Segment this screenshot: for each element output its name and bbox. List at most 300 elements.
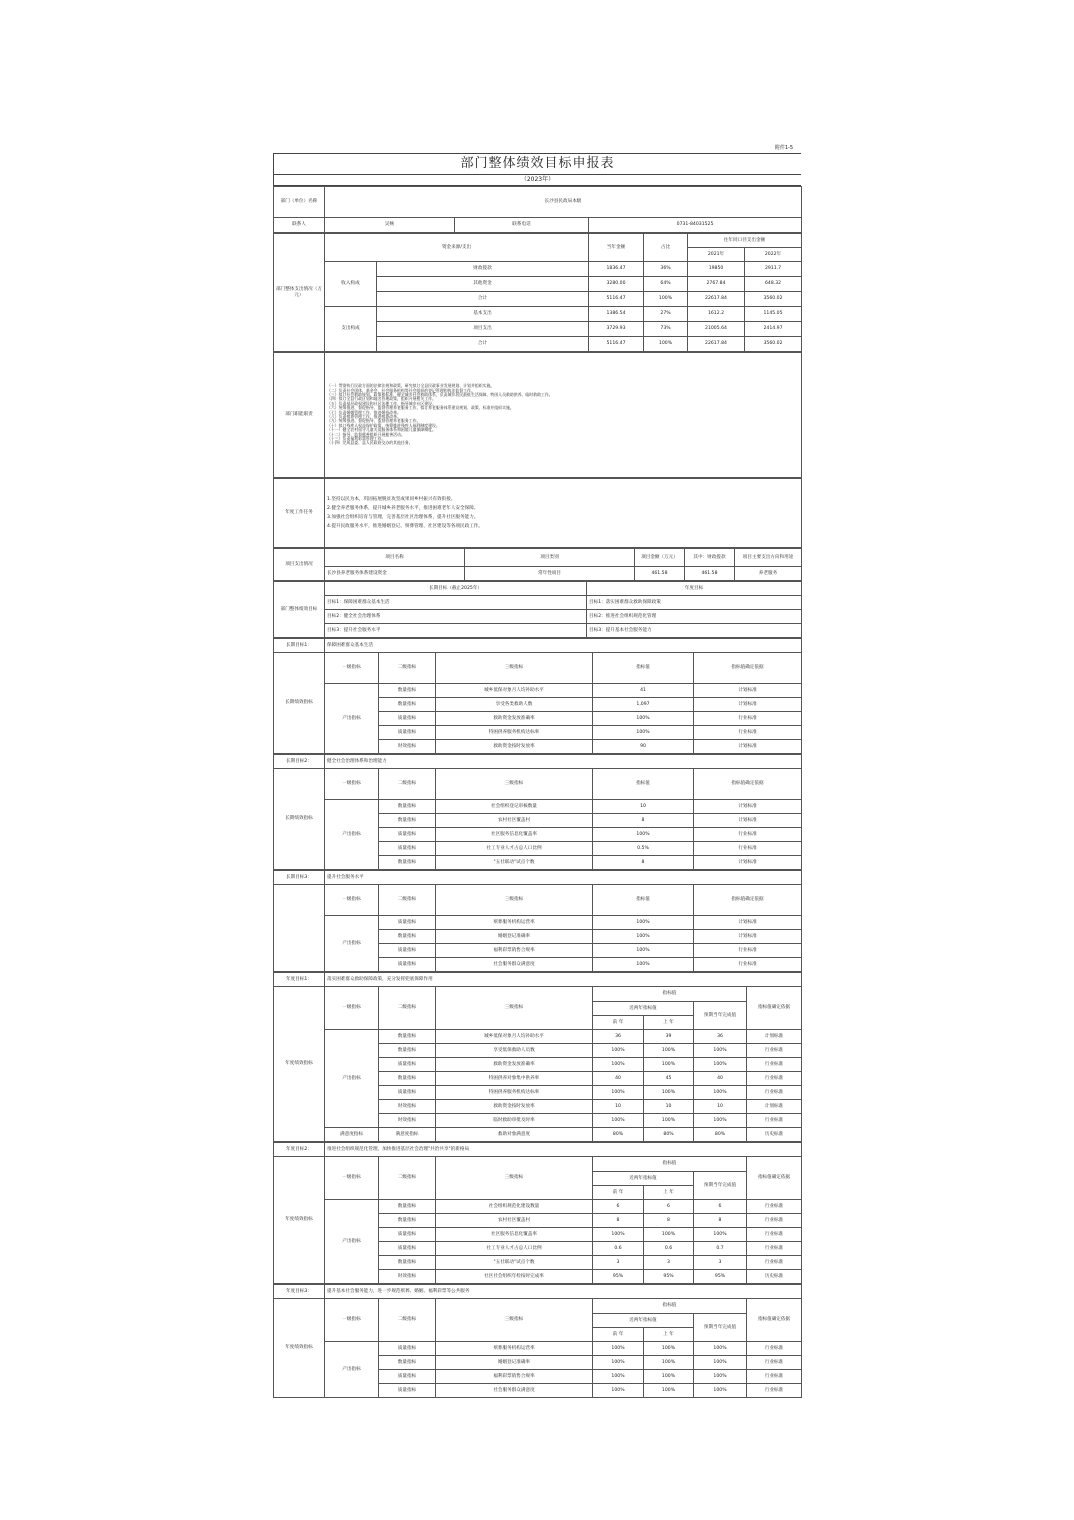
indicator-cell: 行业标准 xyxy=(747,1114,802,1128)
indicator-cell: 3 xyxy=(694,1256,747,1270)
indicator-cell: 0.6 xyxy=(593,1242,644,1256)
indicator-cell: 36 xyxy=(694,1030,747,1044)
year-indicator-table xyxy=(273,1142,802,1284)
indicator-cell: 80% xyxy=(694,1128,747,1142)
long-goal-header: 长期目标（截止2025年） xyxy=(325,582,587,596)
indicator-cell: 计划标准 xyxy=(694,740,802,754)
indicator-cell: 福利彩票销售合规率 xyxy=(436,944,593,958)
indicator-cell: 行业标准 xyxy=(747,1058,802,1072)
indicator-cell: 45 xyxy=(644,1072,694,1086)
hdr-l3: 三级指标 xyxy=(436,1299,593,1342)
indicator-cell: 城乡低保对象月人均补助水平 xyxy=(436,684,593,698)
indicator-cell: 100% xyxy=(593,916,694,930)
income-row-name: 合计 xyxy=(377,292,589,307)
indicator-cell: 数量指标 xyxy=(379,1200,436,1214)
expense-row-2022: 3560.02 xyxy=(745,337,802,352)
indicator-cell: 时效指标 xyxy=(379,740,436,754)
indicator-cell: 100% xyxy=(644,1058,694,1072)
long-l1: 产出指标 xyxy=(325,800,379,870)
indicator-cell: 100% xyxy=(694,1384,747,1398)
indicator-cell: 100% xyxy=(593,712,694,726)
duty-line: （二）负责社会团体、基金会、社会服务机构等社会组织的登记管理和执法监督工作。 xyxy=(327,387,475,393)
year-goal-text: 落实困难群众救助保障政策，充分发挥兜底保障作用 xyxy=(325,973,802,987)
performance-form xyxy=(273,143,801,1398)
duty-line: （五）负责基层政权建设和社区治理工作，指导城乡社区建设。 xyxy=(327,400,436,406)
indicator-cell: 计划标准 xyxy=(694,930,802,944)
hdr-basis: 指标值确定依据 xyxy=(747,1299,802,1342)
indicator-cell: 100% xyxy=(644,1086,694,1100)
indicator-cell: 特困供养服务机构达标率 xyxy=(436,1086,593,1100)
indicator-cell: 质量指标 xyxy=(379,712,436,726)
indicator-cell: 质量指标 xyxy=(379,842,436,856)
contact-label: 联系人 xyxy=(274,218,325,233)
year-goal-item: 目标1：落实困难群众救助保障政策 xyxy=(587,596,802,610)
indicator-cell: 100% xyxy=(593,828,694,842)
hdr-expected: 预期当年完成值 xyxy=(694,1172,747,1200)
projects-label: 项目支出情况 xyxy=(274,549,325,581)
hdr-l1: 一级指标 xyxy=(325,769,379,800)
indicator-cell: 社区服务信息化覆盖率 xyxy=(436,828,593,842)
hdr-l1: 一级指标 xyxy=(325,1299,379,1342)
indicator-cell: 计划标准 xyxy=(694,916,802,930)
tasks-table xyxy=(273,478,802,548)
indicator-cell: 社会组织登记审核数量 xyxy=(436,800,593,814)
indicator-cell: 行业标准 xyxy=(694,944,802,958)
long-goal-label: 长期目标1： xyxy=(274,639,325,653)
duties-label: 部门职能职责 xyxy=(274,353,325,478)
indicator-cell: 计划标准 xyxy=(694,856,802,870)
indicator-cell: 质量指标 xyxy=(379,958,436,972)
long-goal-item: 目标2：健全社会治理体系 xyxy=(325,610,587,624)
duty-line: （十四）完成县委、县人民政府交办的其他任务。 xyxy=(327,440,413,446)
indicator-cell: 10 xyxy=(593,1100,644,1114)
income-row-2021: 2767.84 xyxy=(688,277,745,292)
hdr-value: 指标值 xyxy=(593,1157,747,1172)
indicator-cell: 100% xyxy=(644,1228,694,1242)
indicator-cell: 100% xyxy=(593,1384,644,1398)
indicator-cell: 农村社区覆盖村 xyxy=(436,1214,593,1228)
indicator-cell: 8 xyxy=(593,814,694,828)
hdr-l2: 二级指标 xyxy=(379,1157,436,1200)
income-row-amount: 5116.47 xyxy=(589,292,644,307)
expense-row-amount: 5116.47 xyxy=(589,337,644,352)
indicator-cell: 40 xyxy=(593,1072,644,1086)
unit-value: 长沙县民政局本级 xyxy=(325,187,802,218)
source-header: 资金来源/支出 xyxy=(325,234,589,262)
hdr-l3: 三级指标 xyxy=(436,653,593,684)
indicator-cell: 数量指标 xyxy=(379,1044,436,1058)
indicator-cell: 救助资金按时发放率 xyxy=(436,1100,593,1114)
year-goal-label: 年度目标3： xyxy=(274,1285,325,1299)
tasks-content xyxy=(325,479,802,548)
phone-value: 0731-84031525 xyxy=(589,218,802,233)
indicator-cell: 数量指标 xyxy=(379,1214,436,1228)
indicator-cell: 100% xyxy=(593,958,694,972)
expense-row-2022: 2414.97 xyxy=(745,322,802,337)
indicator-cell: 质量指标 xyxy=(379,944,436,958)
prev-header: 往年同口径支出金额 xyxy=(688,234,802,248)
prev-year-2021: 2021年 xyxy=(688,248,745,262)
basic-info-table xyxy=(273,186,802,233)
indicator-cell: 质量指标 xyxy=(379,1228,436,1242)
indicator-cell: 婚姻登记准确率 xyxy=(436,930,593,944)
indicator-cell: 数量指标 xyxy=(379,800,436,814)
income-row-ratio: 64% xyxy=(644,277,688,292)
project-header: 其中：财政拨款 xyxy=(685,549,735,567)
indicator-cell: 社区服务信息化覆盖率 xyxy=(436,1228,593,1242)
project-header: 项目金额（万元） xyxy=(635,549,685,567)
hdr-l2: 二级指标 xyxy=(379,1299,436,1342)
expense-row-2022: 1145.05 xyxy=(745,307,802,322)
hdr-basis: 指标值确定依据 xyxy=(694,769,802,800)
indicator-cell: 行业标准 xyxy=(747,1356,802,1370)
expense-row-name: 基本支出 xyxy=(377,307,589,322)
hdr-recent: 近两年指标值 xyxy=(593,1172,694,1186)
indicator-cell: 行业标准 xyxy=(747,1342,802,1356)
duty-line: （六）统筹推进、督促指导、监督管理养老服务工作，拟订养老服务体系建设规划、政策、标准并组织实施。 xyxy=(327,405,514,411)
indicator-cell: 数量指标 xyxy=(379,1256,436,1270)
expense-row-ratio: 27% xyxy=(644,307,688,322)
indicator-cell: 100% xyxy=(694,1370,747,1384)
income-row-2021: 19850 xyxy=(688,262,745,277)
indicator-cell: 数量指标 xyxy=(379,684,436,698)
indicator-cell: 100% xyxy=(644,1370,694,1384)
expense-row-2021: 1612.2 xyxy=(688,307,745,322)
indicator-cell: 100% xyxy=(644,1114,694,1128)
project-header: 项目名称 xyxy=(325,549,465,567)
project-cell: 常年性项目 xyxy=(465,567,635,581)
amount-header: 当年金额 xyxy=(589,234,644,262)
task-line: 1.坚持以民为本，巩固拓展脱贫攻坚成果同乡村振兴有效衔接。 xyxy=(327,497,456,502)
hdr-l3: 三级指标 xyxy=(436,769,593,800)
indicator-cell: 100% xyxy=(593,944,694,958)
indicator-cell: 质量指标 xyxy=(379,1242,436,1256)
hdr-l1: 一级指标 xyxy=(325,987,379,1030)
indicator-cell: 95% xyxy=(644,1270,694,1284)
indicator-cell: 行业标准 xyxy=(694,842,802,856)
year-goal-item: 目标2：推进社会组织规范化管理 xyxy=(587,610,802,624)
hdr-last-year: 上 年 xyxy=(644,1016,694,1030)
indicator-cell: 0.6 xyxy=(644,1242,694,1256)
year-goal-header: 年度目标 xyxy=(587,582,802,596)
indicator-cell: 城乡低保对象月人均补助水平 xyxy=(436,1030,593,1044)
goals-label: 部门整体绩效目标 xyxy=(274,582,325,638)
prev-year-2022: 2022年 xyxy=(745,248,802,262)
indicator-cell: 救助对象满意度 xyxy=(436,1128,593,1142)
indicator-cell: 质量指标 xyxy=(379,916,436,930)
task-line: 3.加强社会组织培育与管理，完善基层社区治理体系，提升社区服务能力。 xyxy=(327,515,479,520)
goals-table xyxy=(273,581,802,638)
duty-line: （八）负责殡葬管理工作，推进殡葬改革。 xyxy=(327,414,401,419)
project-cell: 461.58 xyxy=(635,567,685,581)
indicator-cell: 100% xyxy=(593,1114,644,1128)
hdr-value: 指标值 xyxy=(593,987,747,1002)
income-row-amount: 3280.00 xyxy=(589,277,644,292)
long-indicator-table xyxy=(273,754,802,870)
hdr-value: 指标值 xyxy=(593,1299,747,1314)
indicator-cell: 行业标准 xyxy=(747,1072,802,1086)
indicator-cell: 质量指标 xyxy=(379,1384,436,1398)
indicator-cell: 数量指标 xyxy=(379,1072,436,1086)
indicator-cell: 8 xyxy=(593,1214,644,1228)
task-line: 2.健全养老服务体系，提升城乡养老服务水平，推进困难老年人安全保障。 xyxy=(327,506,479,511)
indicator-cell: 时效指标 xyxy=(379,1270,436,1284)
year-goal-label: 年度目标2： xyxy=(274,1143,325,1157)
project-header: 项目主要支出方向和用途 xyxy=(735,549,802,567)
indicator-cell: 40 xyxy=(694,1072,747,1086)
hdr-l1: 一级指标 xyxy=(325,885,379,916)
indicator-cell: 0.5% xyxy=(593,842,694,856)
indicator-cell: 特困供养服务机构达标率 xyxy=(436,726,593,740)
hdr-basis: 指标值确定依据 xyxy=(694,653,802,684)
expense-row-ratio: 73% xyxy=(644,322,688,337)
indicator-cell: 福利彩票销售合规率 xyxy=(436,1370,593,1384)
income-row-ratio: 36% xyxy=(644,262,688,277)
year-goal-text: 提升基本社会服务能力，进一步规范殡葬、婚姻、福利彩票等公共服务 xyxy=(325,1285,802,1299)
year-l1: 产出指标 xyxy=(325,1200,379,1284)
form-title: 部门整体绩效目标申报表 xyxy=(273,153,801,175)
indicator-cell: 100% xyxy=(593,1356,644,1370)
indicator-cell: 3 xyxy=(593,1256,644,1270)
indicator-cell: 行业标准 xyxy=(747,1228,802,1242)
duty-line: （三）拟订社会救助规划、政策和标准，健全城乡社会救助体系，负责城乡居民最低生活保障、特困人员救助供养、临时救助工作。 xyxy=(327,391,553,397)
indicator-cell: 行业标准 xyxy=(747,1200,802,1214)
indicator-cell: 6 xyxy=(593,1200,644,1214)
indicator-area xyxy=(273,638,801,1398)
project-cell: 461.58 xyxy=(685,567,735,581)
indicator-cell: 社工专业人才占总人口比例 xyxy=(436,842,593,856)
hdr-l2: 二级指标 xyxy=(379,987,436,1030)
long-goal-text: 提升社会服务水平 xyxy=(325,871,802,885)
indicator-cell: 计划标准 xyxy=(694,684,802,698)
duty-line: （十）拟订残疾人权益保护政策，统筹推进残疾人福利制度建设。 xyxy=(327,422,440,428)
year-side-label: 年度绩效指标 xyxy=(274,987,325,1142)
duties-content xyxy=(325,353,802,478)
duty-line: （十一）健全农村留守儿童关爱服务体系和困境儿童保障制度。 xyxy=(327,427,436,433)
hdr-recent: 近两年指标值 xyxy=(593,1002,694,1016)
indicator-cell: 90 xyxy=(593,740,694,754)
indicator-cell: 行业标准 xyxy=(747,1214,802,1228)
indicator-cell: 行业标准 xyxy=(694,726,802,740)
hdr-recent: 近两年指标值 xyxy=(593,1314,694,1328)
indicator-cell: 36 xyxy=(593,1030,644,1044)
income-row-2022: 3560.02 xyxy=(745,292,802,307)
indicator-cell: 殡葬服务机构运营率 xyxy=(436,1342,593,1356)
expense-row-name: 项目支出 xyxy=(377,322,589,337)
indicator-cell: 数量指标 xyxy=(379,1030,436,1044)
indicator-cell: 行业标准 xyxy=(747,1086,802,1100)
expense-row-2021: 21005.64 xyxy=(688,322,745,337)
year-side-label: 年度绩效指标 xyxy=(274,1299,325,1398)
indicator-cell: 39 xyxy=(644,1030,694,1044)
income-row-amount: 1836.47 xyxy=(589,262,644,277)
year-goal-item: 目标3：提升基本社会服务能力 xyxy=(587,624,802,638)
indicator-cell: 临时救助审批及时率 xyxy=(436,1114,593,1128)
indicator-cell: 100% xyxy=(593,1342,644,1356)
indicator-cell: 100% xyxy=(593,1228,644,1242)
indicator-cell: 100% xyxy=(644,1044,694,1058)
indicator-cell: 8 xyxy=(593,856,694,870)
project-header: 项目类别 xyxy=(465,549,635,567)
hdr-value: 指标值 xyxy=(593,653,694,684)
indicator-cell: 10 xyxy=(644,1100,694,1114)
hdr-l1: 一级指标 xyxy=(325,1157,379,1200)
year-goal-text: 推进社会组织规范化管理，加快推进基层社会治理"共治共享"的新格局 xyxy=(325,1143,802,1157)
indicator-cell: 殡葬服务机构运营率 xyxy=(436,916,593,930)
long-side-label xyxy=(274,885,325,972)
indicator-cell: 行业标准 xyxy=(747,1242,802,1256)
income-row-ratio: 100% xyxy=(644,292,688,307)
expense-row-ratio: 100% xyxy=(644,337,688,352)
contact-value: 吴畅 xyxy=(325,218,455,233)
indicator-cell: 质量指标 xyxy=(379,1058,436,1072)
hdr-expected: 预期当年完成值 xyxy=(694,1314,747,1342)
year-l1: 满意度指标 xyxy=(325,1128,379,1142)
hdr-basis: 指标值确定依据 xyxy=(747,987,802,1030)
hdr-prev-year: 前 年 xyxy=(593,1186,644,1200)
indicator-cell: 10 xyxy=(593,800,694,814)
indicator-cell: 质量指标 xyxy=(379,726,436,740)
duty-line: （十三）负责福利彩票管理工作。 xyxy=(327,436,386,442)
duties-table xyxy=(273,352,802,478)
income-label: 收入构成 xyxy=(325,262,377,307)
indicator-cell: 满意度指标 xyxy=(379,1128,436,1142)
indicator-cell: 数量指标 xyxy=(379,930,436,944)
duty-line: （四）拟订全县行政区划和地名管理政策，组织开展相关工作。 xyxy=(327,396,436,402)
hdr-last-year: 上 年 xyxy=(644,1328,694,1342)
indicator-cell: 社会服务群众满意度 xyxy=(436,1384,593,1398)
long-side-label: 长期绩效指标 xyxy=(274,769,325,870)
income-row-2021: 22617.84 xyxy=(688,292,745,307)
funds-side-label: 部门整体支出情况（万元） xyxy=(274,234,325,352)
indicator-cell: "五社联动"试点个数 xyxy=(436,1256,593,1270)
indicator-cell: 100% xyxy=(694,1114,747,1128)
hdr-l1: 一级指标 xyxy=(325,653,379,684)
income-row-2022: 648.32 xyxy=(745,277,802,292)
indicator-cell: 100% xyxy=(694,1356,747,1370)
indicator-cell: 行业标准 xyxy=(747,1044,802,1058)
indicator-cell: 质量指标 xyxy=(379,828,436,842)
phone-label: 联系电话 xyxy=(455,218,589,233)
hdr-l3: 三级指标 xyxy=(436,885,593,916)
long-l1: 产出指标 xyxy=(325,684,379,754)
indicator-cell: 41 xyxy=(593,684,694,698)
indicator-cell: 计划标准 xyxy=(694,698,802,712)
duty-line: （一）贯彻执行民政方面的法律法规和政策，研究拟订全县民政事业发展规划、计划并组织实施。 xyxy=(327,383,495,389)
indicator-cell: 100% xyxy=(644,1356,694,1370)
year-indicator-table xyxy=(273,1284,802,1398)
indicator-cell: 计划标准 xyxy=(747,1100,802,1114)
indicator-cell: 95% xyxy=(593,1270,644,1284)
indicator-cell: 100% xyxy=(593,1044,644,1058)
hdr-value: 指标值 xyxy=(593,769,694,800)
indicator-cell: 100% xyxy=(694,1058,747,1072)
indicator-cell: 80% xyxy=(593,1128,644,1142)
projects-table xyxy=(273,548,802,581)
indicator-cell: 历史标准 xyxy=(747,1128,802,1142)
year-side-label: 年度绩效指标 xyxy=(274,1157,325,1284)
indicator-cell: 时效指标 xyxy=(379,1100,436,1114)
indicator-cell: 救助资金发放准确率 xyxy=(436,712,593,726)
hdr-l3: 三级指标 xyxy=(436,987,593,1030)
year-indicator-table xyxy=(273,972,802,1142)
indicator-cell: 计划标准 xyxy=(694,800,802,814)
indicator-cell: 行业标准 xyxy=(694,828,802,842)
long-indicator-table xyxy=(273,870,802,972)
expense-row-amount: 1386.54 xyxy=(589,307,644,322)
indicator-cell: 救助资金发放准确率 xyxy=(436,1058,593,1072)
long-indicator-table xyxy=(273,638,802,754)
duty-line: （十二）指导、监督慈善组织开展慈善活动。 xyxy=(327,431,405,437)
income-row-name: 财政拨款 xyxy=(377,262,589,277)
indicator-cell: 100% xyxy=(593,1370,644,1384)
indicator-cell: 社区社会组织年检按时完成率 xyxy=(436,1270,593,1284)
year-l1: 产出指标 xyxy=(325,1030,379,1128)
indicator-cell: 3 xyxy=(644,1256,694,1270)
hdr-l3: 三级指标 xyxy=(436,1157,593,1200)
indicator-cell: 8 xyxy=(694,1214,747,1228)
hdr-prev-year: 前 年 xyxy=(593,1016,644,1030)
indicator-cell: 100% xyxy=(694,1086,747,1100)
hdr-basis: 指标值确定依据 xyxy=(747,1157,802,1200)
year-l1: 产出指标 xyxy=(325,1342,379,1398)
indicator-cell: 100% xyxy=(593,1058,644,1072)
project-cell: 长沙县养老服务体系建设资金 xyxy=(325,567,465,581)
indicator-cell: 社会服务群众满意度 xyxy=(436,958,593,972)
indicator-cell: 0.7 xyxy=(694,1242,747,1256)
indicator-cell: 行业标准 xyxy=(747,1370,802,1384)
indicator-cell: 计划标准 xyxy=(747,1030,802,1044)
long-goal-text: 保障困难群众基本生活 xyxy=(325,639,802,653)
indicator-cell: 100% xyxy=(644,1342,694,1356)
indicator-cell: 农村社区覆盖村 xyxy=(436,814,593,828)
indicator-cell: 100% xyxy=(644,1384,694,1398)
expense-row-name: 合计 xyxy=(377,337,589,352)
hdr-last-year: 上 年 xyxy=(644,1186,694,1200)
tasks-label: 年度工作任务 xyxy=(274,479,325,548)
funds-table xyxy=(273,233,802,352)
long-l1: 产出指标 xyxy=(325,916,379,972)
indicator-cell: 100% xyxy=(694,1228,747,1242)
indicator-cell: "五社联动"试点个数 xyxy=(436,856,593,870)
long-goal-label: 长期目标3： xyxy=(274,871,325,885)
indicator-cell: 救助资金按时发放率 xyxy=(436,740,593,754)
project-cell: 养老服务 xyxy=(735,567,802,581)
year-goal-label: 年度目标1： xyxy=(274,973,325,987)
hdr-expected: 预期当年完成值 xyxy=(694,1002,747,1030)
indicator-cell: 婚姻登记准确率 xyxy=(436,1356,593,1370)
indicator-cell: 享受各类救助人数 xyxy=(436,698,593,712)
hdr-basis: 指标值确定依据 xyxy=(694,885,802,916)
indicator-cell: 时效指标 xyxy=(379,1114,436,1128)
indicator-cell: 质量指标 xyxy=(379,1370,436,1384)
indicator-cell: 特困供养对象集中供养率 xyxy=(436,1072,593,1086)
indicator-cell: 6 xyxy=(644,1200,694,1214)
indicator-cell: 100% xyxy=(694,1044,747,1058)
indicator-cell: 10 xyxy=(694,1100,747,1114)
indicator-cell: 1,097 xyxy=(593,698,694,712)
indicator-cell: 100% xyxy=(694,1342,747,1356)
hdr-l2: 二级指标 xyxy=(379,653,436,684)
indicator-cell: 行业标准 xyxy=(694,712,802,726)
ratio-header: 占比 xyxy=(644,234,688,262)
indicator-cell: 6 xyxy=(694,1200,747,1214)
long-goal-label: 长期目标2： xyxy=(274,755,325,769)
indicator-cell: 行业标准 xyxy=(747,1384,802,1398)
indicator-cell: 80% xyxy=(644,1128,694,1142)
expense-row-amount: 3729.93 xyxy=(589,322,644,337)
indicator-cell: 享受低保救助人员数 xyxy=(436,1044,593,1058)
